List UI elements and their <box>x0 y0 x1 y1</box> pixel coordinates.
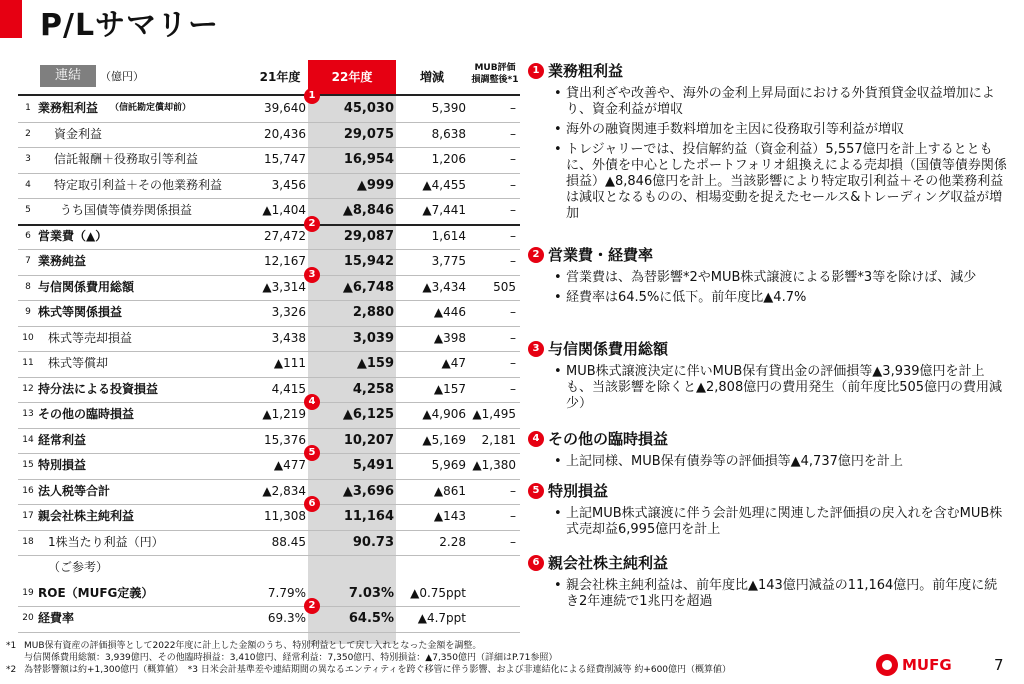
mufg-logo-text: MUFG <box>902 656 952 674</box>
bullet-item: • MUB株式譲渡決定に伴いMUB保有貸出金の評価損等▲3,939億円を計上も、当該影響を除くと▲2,808億円の費用発生（前年度比505億円の費用減少） <box>528 364 1008 412</box>
cell-mub-adjusted: – <box>510 126 516 141</box>
cell-mub-adjusted: 2,181 <box>481 432 516 447</box>
row-number: 16 <box>22 485 34 496</box>
cell-fy21: 7.79% <box>267 585 306 600</box>
cell-diff: ▲398 <box>433 330 466 345</box>
cell-diff: ▲47 <box>441 356 466 370</box>
bullet-item: • 経費率は64.5%に低下。前年度比▲4.7% <box>528 290 1008 306</box>
cell-diff: 5,969 <box>431 458 466 472</box>
row-number: 4 <box>25 179 31 190</box>
row-number: 2 <box>25 128 31 139</box>
row-number: 20 <box>22 613 34 623</box>
table-row <box>18 447 520 480</box>
cell-fy21: ▲3,314 <box>262 279 306 294</box>
cell-fy22: ▲999 <box>356 177 394 193</box>
cell-fy22: 15,942 <box>343 254 394 269</box>
cell-fy21: 69.3% <box>267 611 306 625</box>
row-label: 経常利益 <box>38 432 87 447</box>
footnote-text: 為替影響額は約+1,300億円（概算値） *3 日米会計基準差や連結期間の異なるエンティティを跨ぐ移管に伴う影響、および非連結化による経費削減等 約+600億円（概算値） <box>24 665 732 675</box>
commentary-section <box>528 244 1008 306</box>
bullet-item: • 上記同様、MUB保有債券等の評価損等▲4,737億円を計上 <box>528 454 1008 470</box>
cell-mub-adjusted: – <box>510 381 516 396</box>
cell-fy22: 90.73 <box>352 534 394 550</box>
table-row <box>18 600 520 633</box>
cell-fy21: ▲111 <box>273 356 306 370</box>
row-label: 資金利益 <box>54 126 103 141</box>
section-number-badge: 1 <box>528 63 544 79</box>
row-label: ROE（MUFG定義） <box>38 585 154 600</box>
row-number: 14 <box>22 434 34 445</box>
row-label: 法人税等合計 <box>38 483 111 498</box>
section-heading <box>528 428 1008 450</box>
row-label: 特別損益 <box>38 458 87 472</box>
cell-fy21: ▲477 <box>273 458 306 472</box>
commentary-section <box>528 428 1008 470</box>
callout-number-badge: 4 <box>304 394 320 410</box>
cell-diff: ▲7,441 <box>422 203 466 217</box>
row-label: 営業費（▲） <box>38 228 108 243</box>
section-heading <box>528 480 1008 502</box>
table-header <box>18 60 520 96</box>
cell-diff: ▲3,434 <box>422 279 466 294</box>
mufg-logo <box>876 654 952 676</box>
cell-fy22: 45,030 <box>343 101 394 116</box>
table-row <box>18 268 520 302</box>
bullet-item: • 上記MUB株式譲渡に伴う会計処理に関連した評価損の戻入れを含むMUB株式売却益6,995億円を計上 <box>528 506 1008 538</box>
cell-fy21: 3,326 <box>271 305 306 319</box>
row-number: 11 <box>22 358 34 368</box>
section-heading <box>528 338 1008 360</box>
table-row <box>18 326 520 353</box>
cell-diff: ▲4,455 <box>422 177 466 192</box>
cell-mub-adjusted: – <box>510 305 516 319</box>
col-header-fy22: 22年度 <box>308 60 396 94</box>
table-row <box>18 428 520 455</box>
mufg-logo-icon <box>876 654 898 676</box>
cell-fy21: 88.45 <box>271 534 306 549</box>
cell-fy21: 11,308 <box>264 509 306 523</box>
section-number-badge: 4 <box>528 431 544 447</box>
bullet-item: • 貸出利ざや改善や、海外の金利上昇局面における外貨預貸金収益増加により、資金利益が増収 <box>528 86 1008 118</box>
cell-diff: ▲0.75ppt <box>410 585 466 600</box>
row-number: 15 <box>22 460 34 470</box>
cell-fy21: 3,456 <box>271 177 306 192</box>
cell-diff: ▲157 <box>433 381 466 396</box>
row-label: 株式等償却 <box>48 356 109 370</box>
page-title: P/Lサマリー <box>40 8 220 43</box>
cell-mub-adjusted: – <box>510 356 516 370</box>
commentary-section <box>528 60 1008 222</box>
row-number: 6 <box>25 230 31 241</box>
row-number: 1 <box>25 103 31 113</box>
cell-diff: ▲861 <box>433 483 466 498</box>
callout-number-badge: 2 <box>304 598 320 614</box>
row-number: 5 <box>25 205 31 215</box>
unit-label: （億円） <box>100 70 144 83</box>
col-header-mub-adjusted: MUB評価損調整後*1 <box>471 63 519 85</box>
cell-mub-adjusted: – <box>510 483 516 498</box>
cell-fy22: 29,075 <box>343 126 394 142</box>
footnote-text: 与信関係費用総額：3,939億円、その他臨時損益：3,410億円、経常利益：7,350億円、特別損益：▲7,350億円（詳細はP.71参照） <box>24 653 558 663</box>
cell-mub-adjusted: – <box>510 509 516 523</box>
footnote-text: MUB保有資産の評価損等として2022年度に計上した金額のうち、特別利益として戻し入れとなった金額を調整。 <box>24 641 482 651</box>
table-row <box>18 498 520 531</box>
cell-fy22: 16,954 <box>343 152 394 167</box>
footnote-mark: *2 <box>6 665 17 675</box>
row-label: 株式等売却損益 <box>48 330 133 345</box>
title-accent-bar <box>0 0 22 38</box>
callout-number-badge: 3 <box>304 267 320 283</box>
section-number-badge: 3 <box>528 341 544 357</box>
row-label: （ご参考） <box>48 560 109 574</box>
cell-fy22: 10,207 <box>343 432 394 448</box>
cell-fy22: 5,491 <box>352 458 394 473</box>
section-title: その他の臨時損益 <box>548 430 669 448</box>
cell-diff: ▲5,169 <box>422 432 466 447</box>
row-label: 株式等関係損益 <box>38 305 123 319</box>
cell-mub-adjusted: – <box>510 101 516 115</box>
cell-diff: ▲143 <box>433 509 466 523</box>
section-number-badge: 5 <box>528 483 544 499</box>
section-number-badge: 6 <box>528 555 544 571</box>
cell-mub-adjusted: ▲1,380 <box>472 458 516 472</box>
cell-fy22: 2,880 <box>352 305 394 320</box>
row-number: 8 <box>25 281 31 292</box>
section-number-badge: 2 <box>528 247 544 263</box>
cell-mub-adjusted: – <box>510 534 516 549</box>
cell-diff: ▲4.7ppt <box>417 611 466 625</box>
cell-fy22: 7.03% <box>348 585 394 601</box>
cell-diff: ▲4,906 <box>422 407 466 421</box>
row-label: 信託報酬＋役務取引等利益 <box>54 152 199 166</box>
table-row <box>18 122 520 149</box>
cell-fy22: ▲8,846 <box>342 203 394 218</box>
section-title: 特別損益 <box>548 482 609 500</box>
row-label: その他の臨時損益 <box>38 407 135 421</box>
row-number: 19 <box>22 587 34 598</box>
cell-fy22: 4,258 <box>352 381 394 397</box>
table-row <box>18 396 520 429</box>
cell-fy21: 27,472 <box>264 228 306 243</box>
section-title: 親会社株主純利益 <box>548 554 669 572</box>
col-header-fy21: 21年度 <box>259 70 301 84</box>
table-row <box>18 530 520 557</box>
cell-fy21: 20,436 <box>264 126 306 141</box>
cell-fy22: ▲159 <box>356 356 394 371</box>
callout-number-badge: 6 <box>304 496 320 512</box>
table-row <box>18 249 520 276</box>
bullet-item: • 営業費は、為替影響*2やMUB株式譲渡による影響*3等を除けば、減少 <box>528 270 1008 286</box>
cell-fy21: 3,438 <box>271 330 306 345</box>
row-label: 1株当たり利益（円） <box>48 534 164 549</box>
row-label-note: （信託勘定償却前） <box>110 103 192 113</box>
table-row <box>18 377 520 404</box>
row-number: 18 <box>22 536 34 547</box>
cell-fy22: 3,039 <box>352 330 394 346</box>
cell-mub-adjusted: – <box>510 152 516 166</box>
cell-diff: 3,775 <box>431 254 466 268</box>
cell-mub-adjusted: – <box>510 203 516 217</box>
cell-fy21: ▲1,219 <box>262 407 306 421</box>
cell-mub-adjusted: – <box>510 228 516 243</box>
cell-mub-adjusted: 505 <box>493 279 516 294</box>
section-title: 与信関係費用総額 <box>548 340 669 358</box>
bullet-item: • 海外の融資関連手数料増加を主因に役務取引等利益が増収 <box>528 122 1008 138</box>
footnote <box>6 652 846 664</box>
table-row <box>18 173 520 200</box>
commentary-section <box>528 338 1008 412</box>
table-row <box>18 90 520 123</box>
section-title: 営業費・経費率 <box>548 246 654 264</box>
footnote <box>6 640 846 652</box>
cell-diff: 8,638 <box>431 126 466 141</box>
page-number: 7 <box>994 656 1004 674</box>
section-heading <box>528 244 1008 266</box>
cell-mub-adjusted: ▲1,495 <box>472 407 516 421</box>
table-row <box>18 217 520 251</box>
table-row <box>18 300 520 327</box>
row-number: 7 <box>25 256 31 266</box>
table-row <box>18 351 520 378</box>
row-label: 特定取引利益＋その他業務利益 <box>54 177 223 192</box>
segment-label: 連結 <box>40 65 96 87</box>
cell-fy22: 29,087 <box>343 228 394 244</box>
row-label: 経費率 <box>38 611 75 625</box>
cell-fy21: ▲2,834 <box>262 483 306 498</box>
bullet-item: • トレジャリーでは、投信解約益（資金利益）5,557億円を計上するとともに、外債を中心としたポートフォリオ組換えによる売却損（国債等債券関係損益）▲8,846億円を計上。当該影響により特定取引利益＋その他業務利益は減収となるものの、相場変動を捉えたセールス&トレーディング収益が増加 <box>528 142 1008 222</box>
row-label: 与信関係費用総額 <box>38 279 135 294</box>
section-heading <box>528 60 1008 82</box>
cell-fy22: 11,164 <box>343 509 394 524</box>
cell-mub-adjusted: – <box>510 330 516 345</box>
row-number: 10 <box>22 332 34 343</box>
row-label: 持分法による投資損益 <box>38 381 159 396</box>
footnote <box>6 664 846 676</box>
table-row <box>18 555 520 581</box>
table-row <box>18 479 520 506</box>
cell-fy21: 15,376 <box>264 432 306 447</box>
section-heading <box>528 552 1008 574</box>
cell-fy21: 4,415 <box>271 381 306 396</box>
cell-fy21: ▲1,404 <box>262 203 306 217</box>
cell-fy21: 39,640 <box>264 101 306 115</box>
row-label: うち国債等債券関係損益 <box>60 203 193 217</box>
row-number: 17 <box>22 511 34 521</box>
row-label: 業務粗利益 <box>38 101 99 115</box>
cell-fy21: 12,167 <box>264 254 306 268</box>
row-number: 12 <box>22 383 34 394</box>
cell-fy22: ▲3,696 <box>342 483 394 499</box>
callout-number-badge: 5 <box>304 445 320 461</box>
cell-diff: 2.28 <box>439 534 466 549</box>
row-number: 13 <box>22 409 34 419</box>
pl-table <box>18 60 520 626</box>
row-number: 9 <box>25 307 31 317</box>
cell-fy22: ▲6,748 <box>342 279 394 295</box>
cell-fy21: 15,747 <box>264 152 306 166</box>
cell-mub-adjusted: – <box>510 177 516 192</box>
commentary-section <box>528 480 1008 538</box>
row-number: 3 <box>25 154 31 164</box>
row-label: 業務純益 <box>38 254 87 268</box>
footnotes <box>6 640 846 676</box>
callout-number-badge: 1 <box>304 88 320 104</box>
table-row <box>18 198 520 226</box>
cell-diff: 1,614 <box>431 228 466 243</box>
table-row <box>18 147 520 174</box>
cell-mub-adjusted: – <box>510 254 516 268</box>
commentary-section <box>528 552 1008 610</box>
cell-fy22: 64.5% <box>348 611 394 626</box>
cell-fy22: ▲6,125 <box>342 407 394 422</box>
callout-number-badge: 2 <box>304 216 320 232</box>
footnote-mark: *1 <box>6 641 17 651</box>
row-label: 親会社株主純利益 <box>38 509 135 523</box>
bullet-item: • 親会社株主純利益は、前年度比▲143億円減益の11,164億円。前年度に続き2年連続で1兆円を超過 <box>528 578 1008 610</box>
section-title: 業務粗利益 <box>548 62 624 80</box>
cell-diff: 1,206 <box>431 152 466 166</box>
cell-diff: 5,390 <box>431 101 466 115</box>
col-header-diff: 増減 <box>419 70 444 84</box>
table-row <box>18 581 520 608</box>
cell-diff: ▲446 <box>433 305 466 319</box>
